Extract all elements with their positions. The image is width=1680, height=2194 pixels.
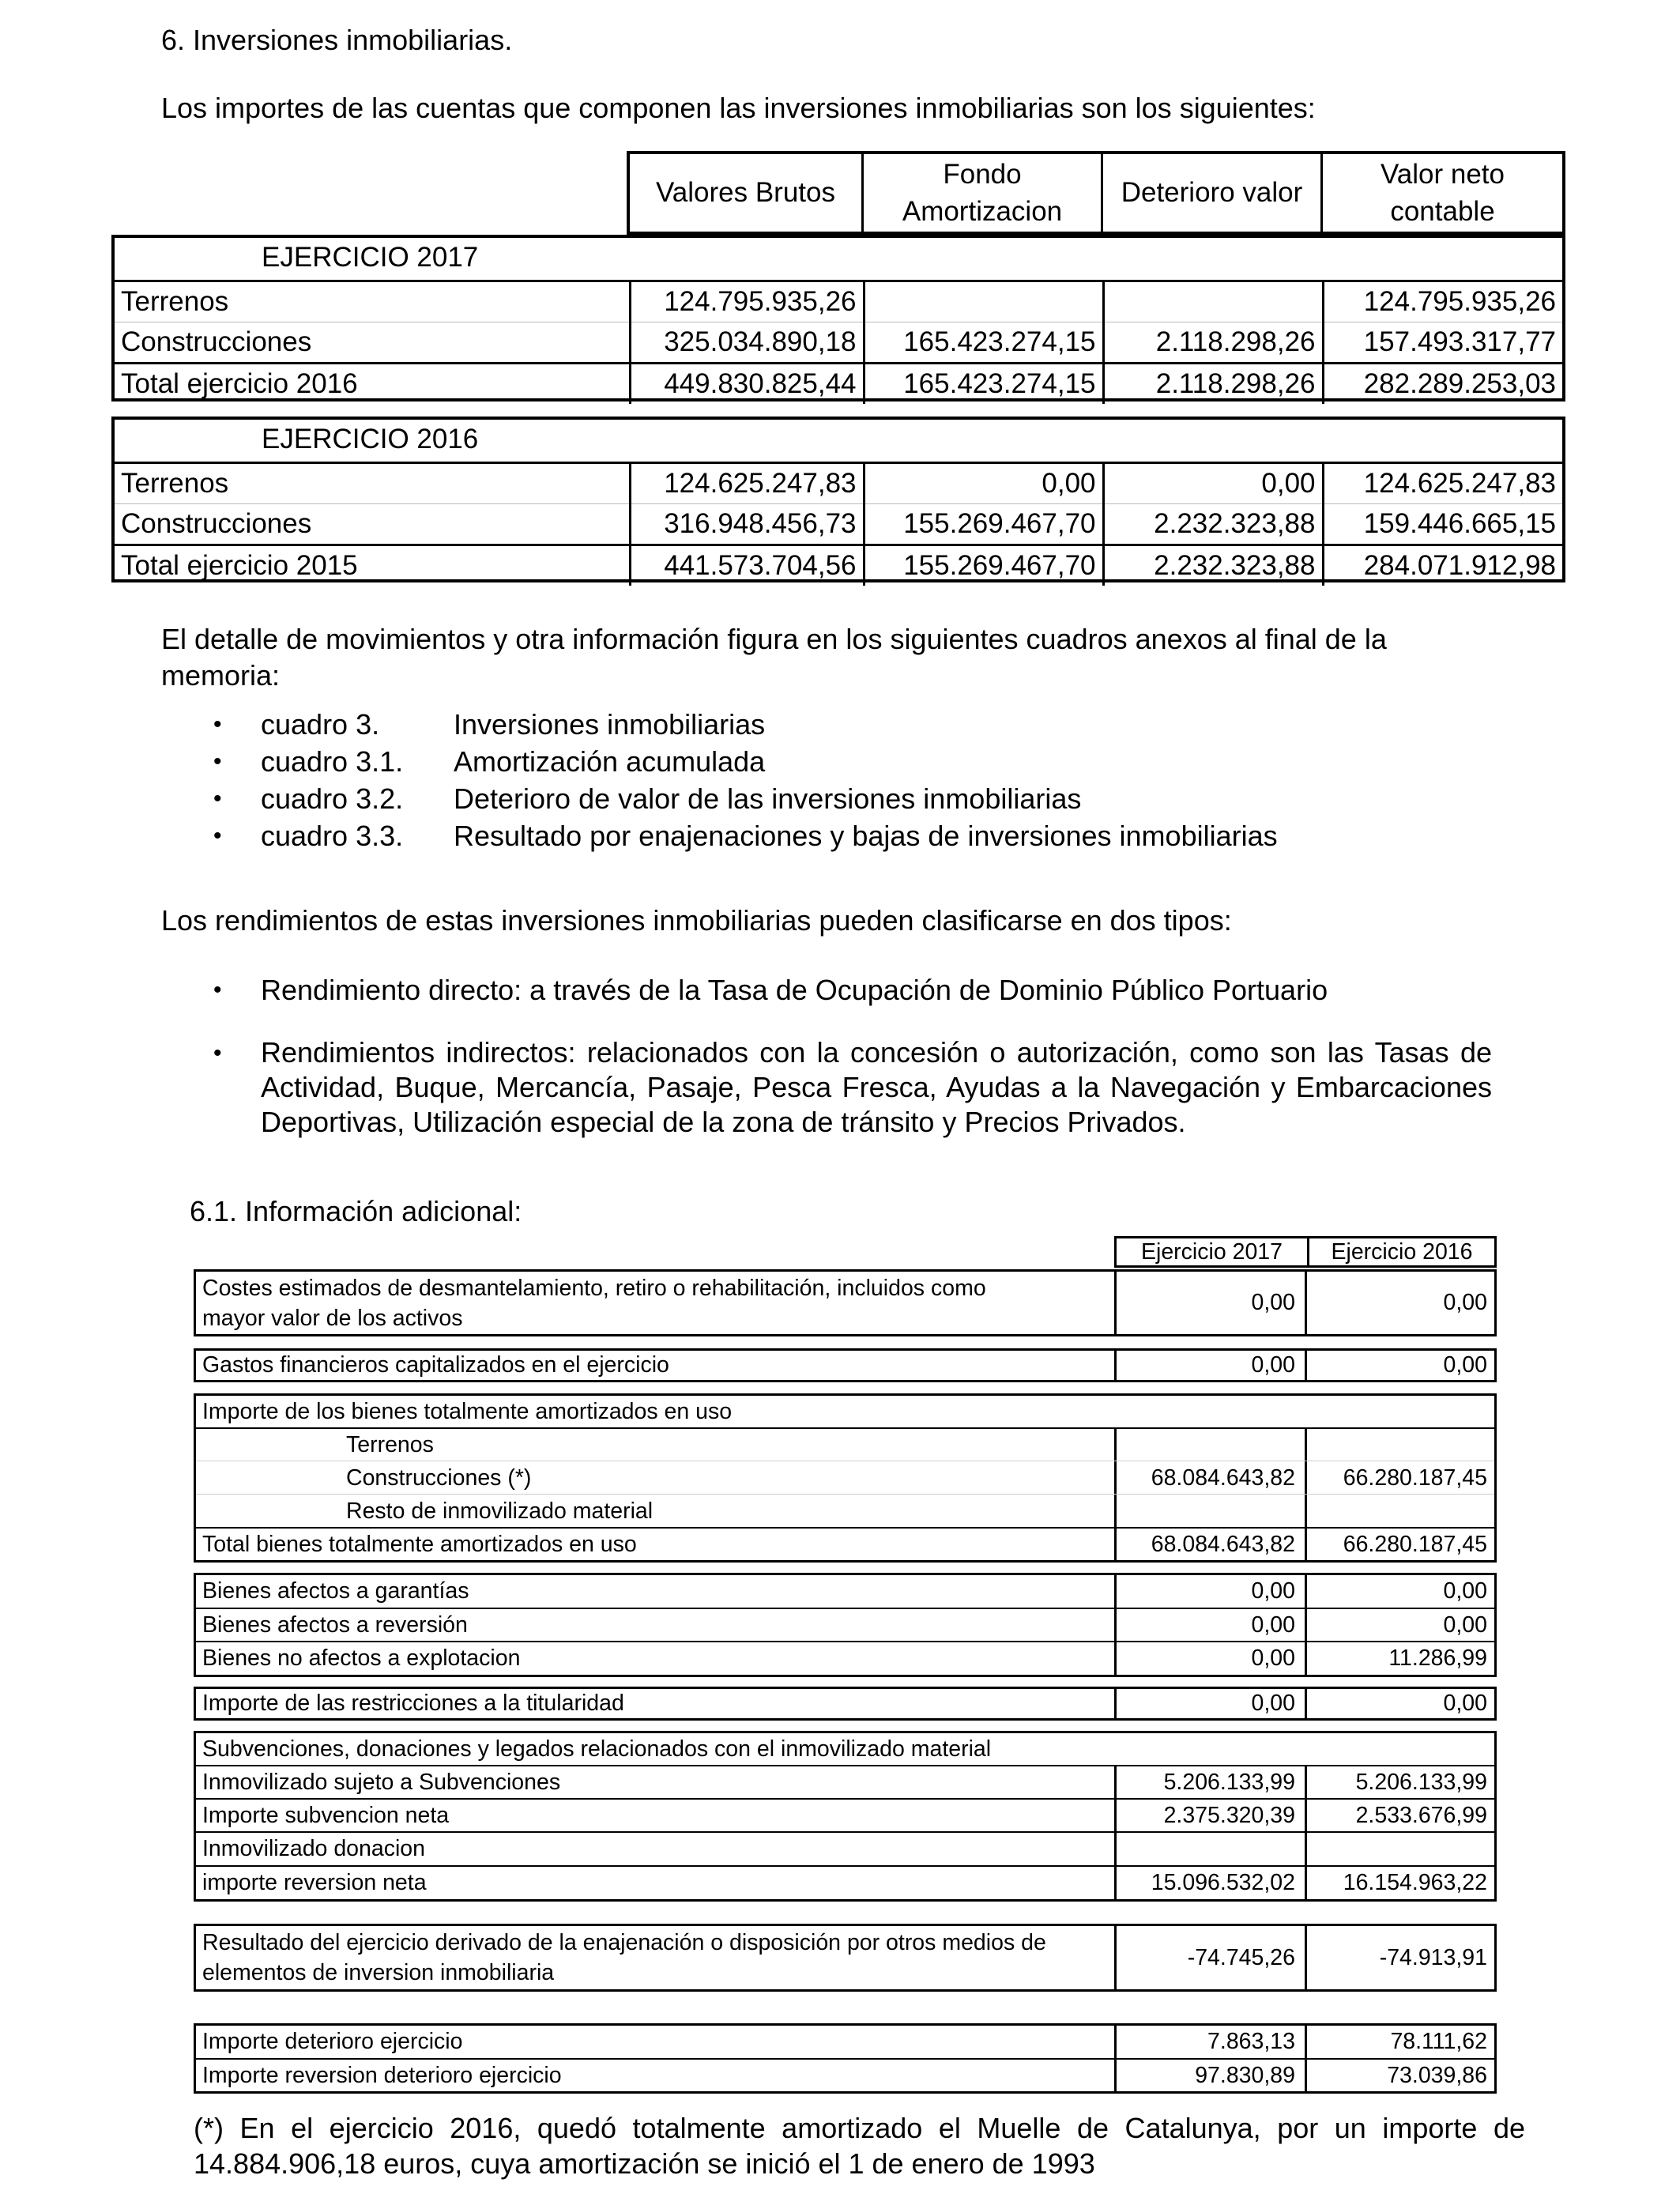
block-title-text: EJERCICIO 2016 [262, 424, 479, 454]
block-2017-table [115, 280, 1562, 404]
resultado-label-2: elementos de inversion inmobiliaria [202, 1960, 555, 1985]
subv-row-v1: 15.096.532,02 [1151, 1870, 1295, 1895]
cuadro-desc: Resultado por enajenaciones y bajas de inversiones inmobiliarias [454, 820, 1278, 852]
costes-v2: 0,00 [1443, 1290, 1487, 1315]
header-net [1323, 154, 1562, 232]
subv-row-label: Inmovilizado donacion [202, 1836, 426, 1861]
header-net-line1: Valor neto [1381, 159, 1505, 190]
cell-impair: 2.118.298,26 [1103, 322, 1323, 364]
cell-net: 159.446.665,15 [1363, 508, 1556, 539]
cell-amort: 165.423.274,15 [864, 364, 1103, 405]
block-2016-table [115, 462, 1562, 586]
rend-direct: Rendimiento directo: a través de la Tasa de Ocupación de Dominio Público Portuario [261, 974, 1328, 1006]
cuadro-code: cuadro 3.1. [261, 745, 404, 778]
bienes-v1: 0,00 [1251, 1646, 1295, 1671]
box-restricciones [194, 1687, 1497, 1721]
deterioro-v2: 78.111,62 [1390, 2029, 1487, 2054]
table-row-total [115, 545, 1562, 586]
subv-row-v2: 16.154.963,22 [1343, 1870, 1487, 1895]
bienes-label: Bienes no afectos a explotacion [202, 1646, 521, 1671]
subv-row-v2: 5.206.133,99 [1355, 1770, 1487, 1795]
header-amort-line2: Amortizacion [902, 196, 1063, 227]
bullet: • [213, 1040, 222, 1066]
box-deterioro [194, 2023, 1497, 2094]
rend-indirect: Rendimientos indirectos: relacionados con la concesión o autorización, como son las Tasas de Actividad, Buque, Mercancía, Pasaje, Pesca Fresca, Ayudas a la Navegación y Embarcaciones Deportivas, Utilización especial de la zona de tránsito y Precios Privados. [261, 1036, 1492, 1138]
box-resultado [194, 1924, 1497, 1992]
footnote: (*) En el ejercicio 2016, quedó totalmente amortizado el Muelle de Catalunya, por un importe de 14.884.906,18 euros, cuya amortización se inició el 1 de enero de 1993 [194, 2112, 1525, 2180]
resultado-label-1: Resultado del ejercicio derivado de la enajenación o disposición por otros medios de [202, 1930, 1046, 1955]
amort-row-v2: 66.280.187,45 [1343, 1465, 1487, 1491]
gastos-v2: 0,00 [1443, 1352, 1487, 1378]
box-gastos [194, 1348, 1497, 1382]
cell-amort: 165.423.274,15 [864, 322, 1103, 364]
add-table-header [1114, 1236, 1497, 1268]
subvenciones-header: Subvenciones, donaciones y legados relacionados con el inmovilizado material [202, 1736, 992, 1762]
cell-amort [864, 281, 1103, 322]
cuadro-desc: Amortización acumulada [454, 745, 766, 778]
box-subvenciones [194, 1731, 1497, 1902]
subv-row-label: Importe subvencion neta [202, 1803, 450, 1828]
box-bienes [194, 1573, 1497, 1677]
intro-text: Los importes de las cuentas que componen las inversiones inmobiliarias son los siguientes: [161, 92, 1316, 124]
deterioro-v1: 97.830,89 [1195, 2063, 1295, 2088]
amort-row-label: Construcciones (*) [346, 1465, 532, 1491]
cell-net: 124.795.935,26 [1323, 281, 1562, 322]
costes-label-1: Costes estimados de desmantelamiento, retiro o rehabilitación, incluidos como [202, 1276, 986, 1301]
row-label: Terrenos [115, 281, 630, 322]
cell-gross: 449.830.825,44 [630, 364, 864, 405]
cell-gross: 124.795.935,26 [630, 281, 864, 322]
cell-impair: 2.232.323,88 [1103, 504, 1323, 545]
cuadro-desc: Deterioro de valor de las inversiones inmobiliarias [454, 782, 1082, 815]
bienes-v2: 0,00 [1443, 1578, 1487, 1604]
deterioro-label: Importe reversion deterioro ejercicio [202, 2063, 562, 2088]
subv-row-label: Inmovilizado sujeto a Subvenciones [202, 1770, 561, 1795]
amort-row-label: Terrenos [346, 1432, 434, 1457]
bullet: • [213, 748, 222, 775]
restricciones-label: Importe de las restricciones a la titularidad [202, 1691, 624, 1716]
list-item [0, 707, 1680, 744]
cell-net: 124.625.247,83 [1323, 463, 1562, 504]
cuadro-code: cuadro 3.3. [261, 820, 404, 852]
box-costes [194, 1269, 1497, 1336]
detail-line-1: El detalle de movimientos y otra información figura en los siguientes cuadros anexos al final de la [161, 623, 1387, 655]
table-row [115, 322, 1562, 364]
block-title [115, 420, 1562, 459]
gastos-v1: 0,00 [1251, 1352, 1295, 1378]
restricciones-v1: 0,00 [1251, 1691, 1295, 1716]
list-item [0, 818, 1680, 855]
deterioro-label: Importe deterioro ejercicio [202, 2029, 463, 2054]
row-label: Terrenos [115, 463, 630, 504]
list-item [0, 744, 1680, 781]
table-row [115, 504, 1562, 545]
amortizados-header: Importe de los bienes totalmente amortizados en uso [202, 1399, 733, 1424]
block-2017 [111, 235, 1565, 401]
col-header-2016: Ejercicio 2016 [1331, 1238, 1473, 1265]
cuadros-list [0, 707, 1680, 855]
gastos-label: Gastos financieros capitalizados en el ejercicio [202, 1352, 669, 1378]
header-amort-line1: Fondo [943, 159, 1022, 190]
block-title [115, 238, 1562, 277]
cell-net: 282.289.253,03 [1323, 364, 1562, 405]
bullet: • [213, 823, 222, 849]
resultado-v1: -74.745,26 [1187, 1945, 1295, 1970]
header-impair: Deterioro valor [1103, 154, 1323, 232]
main-table-header [627, 151, 1565, 235]
cell-impair: 2.232.323,88 [1103, 545, 1323, 586]
bienes-v1: 0,00 [1251, 1578, 1295, 1604]
cell-amort: 155.269.467,70 [864, 545, 1103, 586]
subv-row-v1: 2.375.320,39 [1163, 1803, 1295, 1828]
cell-gross: 325.034.890,18 [630, 322, 864, 364]
subv-row-v2: 2.533.676,99 [1355, 1803, 1487, 1828]
row-label: Total ejercicio 2016 [115, 364, 630, 405]
list-item [0, 781, 1680, 818]
resultado-v2: -74.913,91 [1379, 1945, 1487, 1970]
detail-paragraph [161, 621, 1497, 694]
bullet: • [213, 977, 222, 1003]
amort-total-v1: 68.084.643,82 [1151, 1532, 1295, 1557]
amort-row-v1: 68.084.643,82 [1151, 1465, 1295, 1491]
amort-row-label: Resto de inmovilizado material [346, 1498, 654, 1524]
bienes-v2: 0,00 [1443, 1612, 1487, 1638]
subv-row-label: importe reversion neta [202, 1870, 427, 1895]
deterioro-v1: 7.863,13 [1207, 2029, 1295, 2054]
table-row-total [115, 364, 1562, 405]
header-gross: Valores Brutos [630, 154, 864, 232]
cell-amort: 155.269.467,70 [864, 504, 1103, 545]
section-title: 6. Inversiones inmobiliarias. [161, 24, 513, 56]
restricciones-v2: 0,00 [1443, 1691, 1487, 1716]
amort-total-label: Total bienes totalmente amortizados en uso [202, 1532, 637, 1557]
amort-total-v2: 66.280.187,45 [1343, 1532, 1487, 1557]
box-amortizados [194, 1393, 1497, 1563]
cell-impair: 2.118.298,26 [1103, 364, 1323, 405]
row-label: Construcciones [115, 322, 630, 364]
cuadro-code: cuadro 3.2. [261, 782, 404, 815]
table-row [115, 281, 1562, 322]
header-net-line2: contable [1390, 196, 1495, 227]
row-label: Total ejercicio 2015 [115, 545, 630, 586]
detail-line-2: memoria: [161, 659, 281, 692]
cell-net: 284.071.912,98 [1323, 545, 1562, 586]
cell-impair [1103, 281, 1323, 322]
costes-label-2: mayor valor de los activos [202, 1306, 463, 1331]
block-2016 [111, 417, 1565, 582]
subv-row-v1: 5.206.133,99 [1163, 1770, 1295, 1795]
col-header-2017: Ejercicio 2017 [1117, 1238, 1309, 1265]
sub-title: 6.1. Información adicional: [190, 1195, 522, 1227]
bienes-label: Bienes afectos a reversión [202, 1612, 468, 1638]
cell-gross: 124.625.247,83 [630, 463, 864, 504]
cuadro-desc: Inversiones inmobiliarias [454, 708, 766, 741]
cuadro-code: cuadro 3. [261, 708, 380, 741]
cell-gross: 316.948.456,73 [630, 504, 864, 545]
cell-net: 157.493.317,77 [1363, 326, 1556, 357]
costes-label [202, 1273, 986, 1333]
row-label: Construcciones [115, 504, 630, 545]
block-title-text: EJERCICIO 2017 [262, 242, 479, 273]
bullet: • [213, 711, 222, 737]
header-amort [864, 154, 1103, 232]
table-row [115, 463, 1562, 504]
resultado-label [202, 1928, 1046, 1988]
bullet: • [213, 786, 222, 812]
costes-v1: 0,00 [1251, 1290, 1295, 1315]
deterioro-v2: 73.039,86 [1387, 2063, 1487, 2088]
rend-intro: Los rendimientos de estas inversiones inmobiliarias pueden clasificarse en dos tipos: [161, 904, 1232, 937]
cell-impair: 0,00 [1103, 463, 1323, 504]
bienes-label: Bienes afectos a garantías [202, 1578, 469, 1604]
bienes-v1: 0,00 [1251, 1612, 1295, 1638]
cell-gross: 441.573.704,56 [630, 545, 864, 586]
bienes-v2: 11.286,99 [1388, 1646, 1487, 1671]
cell-amort: 0,00 [864, 463, 1103, 504]
